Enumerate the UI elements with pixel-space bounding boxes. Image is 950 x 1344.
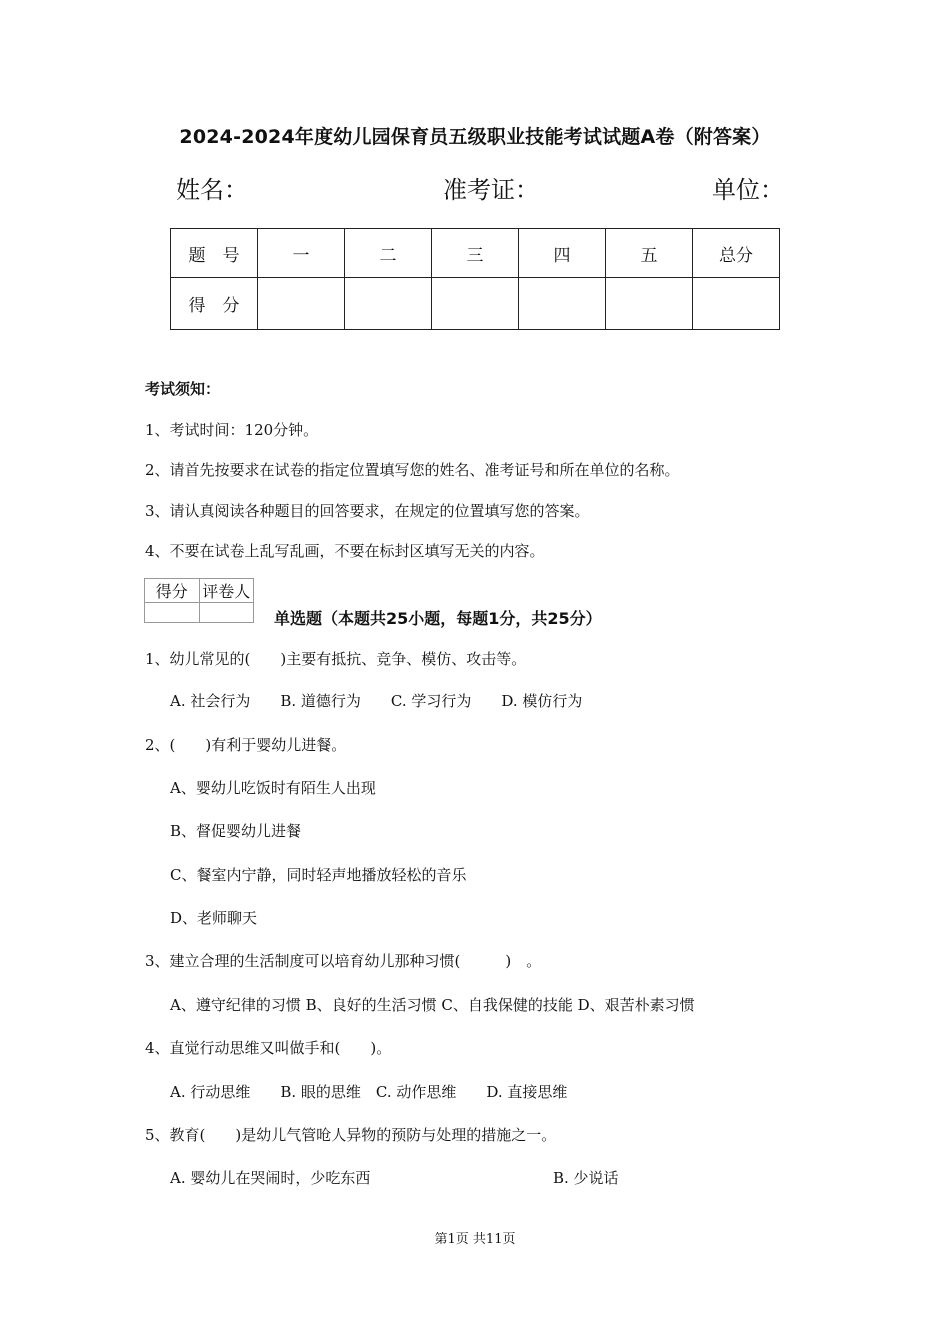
score-table-header-cell: 五 [606, 229, 693, 278]
unit-field-label: 单位： [712, 176, 784, 204]
question-options: A. 行动思维 B. 眼的思维 C. 动作思维 D. 直接思维 [170, 1083, 568, 1101]
score-table-header-cell: 一 [258, 229, 345, 278]
question-stem: 2、( )有利于婴幼儿进餐。 [145, 736, 347, 754]
grader-score-label: 得分 [145, 579, 200, 603]
score-cell [258, 278, 345, 330]
notice-item: 3、请认真阅读各种题目的回答要求，在规定的位置填写您的答案。 [145, 502, 590, 520]
page-title: 2024-2024年度幼儿园保育员五级职业技能考试试题A卷（附答案） [179, 126, 771, 148]
score-row-label: 得 分 [171, 278, 258, 330]
page-footer: 第1页 共11页 [434, 1232, 516, 1247]
question-stem: 4、直觉行动思维又叫做手和( )。 [145, 1039, 392, 1057]
score-cell [345, 278, 432, 330]
question-option: A. 婴幼儿在哭闹时，少吃东西 [170, 1169, 371, 1187]
score-table-header-cell: 题 号 [171, 229, 258, 278]
section-heading: 单选题（本题共25小题，每题1分，共25分） [274, 609, 602, 628]
grader-name-cell [199, 603, 254, 623]
score-cell [519, 278, 606, 330]
question-options: A、遵守纪律的习惯 B、良好的生活习惯 C、自我保健的技能 D、艰苦朴素习惯 [170, 996, 695, 1014]
question-option: B. 少说话 [553, 1169, 619, 1187]
question-option: C、餐室内宁静，同时轻声地播放轻松的音乐 [170, 866, 467, 884]
notice-title: 考试须知： [145, 380, 221, 398]
score-table-header-cell: 三 [432, 229, 519, 278]
question-stem: 3、建立合理的生活制度可以培育幼儿那种习惯( ) 。 [145, 952, 542, 970]
score-table-header-cell: 总分 [693, 229, 780, 278]
score-table-header-cell: 二 [345, 229, 432, 278]
score-table [170, 228, 780, 330]
notice-item: 4、不要在试卷上乱写乱画，不要在标封区填写无关的内容。 [145, 542, 545, 560]
score-table-header-cell: 四 [519, 229, 606, 278]
score-table-score-row [171, 278, 780, 330]
question-option: A、婴幼儿吃饭时有陌生人出现 [170, 779, 376, 797]
score-cell [606, 278, 693, 330]
question-options: A. 社会行为 B. 道德行为 C. 学习行为 D. 模仿行为 [170, 692, 583, 710]
name-field-label: 姓名： [176, 176, 248, 204]
question-option: B、督促婴幼儿进餐 [170, 822, 302, 840]
question-stem: 1、幼儿常见的( )主要有抵抗、竞争、模仿、攻击等。 [145, 650, 527, 668]
score-table-header-row [171, 229, 780, 278]
notice-item: 1、考试时间：120分钟。 [145, 421, 319, 439]
score-cell [693, 278, 780, 330]
notice-item: 2、请首先按要求在试卷的指定位置填写您的姓名、准考证号和所在单位的名称。 [145, 461, 680, 479]
grader-name-label: 评卷人 [199, 579, 254, 603]
question-option: D、老师聊天 [170, 909, 258, 927]
score-cell [432, 278, 519, 330]
grader-score-cell [145, 603, 200, 623]
exam-id-field-label: 准考证： [443, 176, 539, 204]
grader-box [144, 578, 254, 623]
question-stem: 5、教育( )是幼儿气管呛人异物的预防与处理的措施之一。 [145, 1126, 557, 1144]
